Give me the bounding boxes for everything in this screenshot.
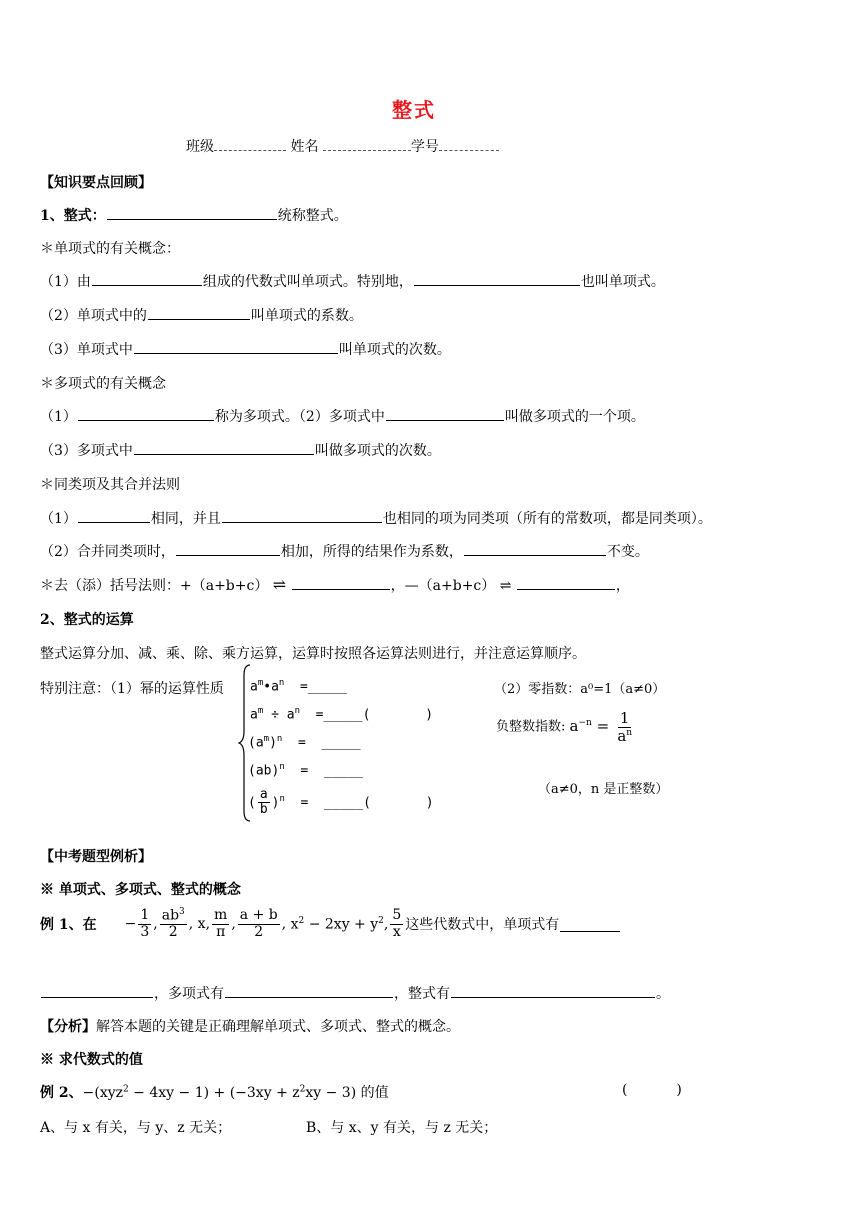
blank-poly-term[interactable] (386, 406, 504, 421)
special-note: 特别注意：（1）幂的运算性质 (40, 681, 224, 697)
mono2-p1: （2）单项式中的 (40, 308, 147, 324)
neg-exp-label: 负整数指数: (496, 719, 566, 735)
like-heading: ＊同类项及其合并法则 (40, 477, 180, 493)
like1-p3: 也相同的项为同类项（所有的常数项，都是同类项）。 (382, 511, 712, 527)
class-blank[interactable] (214, 136, 286, 151)
poly1-p1: （1） (40, 409, 77, 425)
ex1-label: 例 1、在 (40, 917, 97, 933)
blank-ex1-integral[interactable] (451, 983, 655, 998)
mono-heading: ＊单项式的有关概念： (40, 241, 180, 257)
item-1-prefix: 1、整式： (40, 208, 106, 224)
topic-concepts: ※ 单项式、多项式、整式的概念 (40, 882, 241, 898)
topic-evaluate: ※ 求代数式的值 (40, 1052, 143, 1068)
blank-like-1[interactable] (78, 508, 150, 523)
blank-ex1-mono-cont[interactable] (41, 983, 153, 998)
ops-description: 整式运算分加、减、乘、除、乘方运算，运算时按照各运算法则进行，并注意运算顺序。 (40, 646, 586, 662)
analysis-label: 【分析】 (40, 1019, 96, 1035)
blank-ex1-monomials[interactable] (560, 917, 620, 932)
mono1-p1: （1）由 (40, 274, 91, 290)
ex1-end: 。 (656, 986, 670, 1002)
section-heading-review: 【知识要点回顾】 (40, 175, 152, 191)
poly3-p1: （3）多项式中 (40, 443, 133, 459)
example-1-answers (40, 983, 670, 1003)
power-rule-2: $a^m \div a^n$ =_____( ) (250, 706, 434, 723)
name-blank[interactable] (323, 136, 411, 151)
item-1-suffix: 统称整式。 (277, 208, 348, 224)
blank-polynomial-def[interactable] (107, 205, 277, 220)
blank-merge-1[interactable] (176, 541, 280, 556)
mono2-p2: 叫单项式的系数。 (250, 308, 363, 324)
id-blank[interactable] (439, 136, 499, 151)
ex2-tail: 的值 (360, 1085, 389, 1101)
id-label: 学号 (410, 139, 439, 155)
equilibrium-arrow-icon-2: ⇌ (499, 578, 512, 594)
power-rule-1: $a^m•a^n$ =_____ (250, 678, 347, 695)
like2-p2: 相加，所得的结果作为系数， (280, 544, 463, 560)
section-heading-exam: 【中考题型例析】 (40, 849, 152, 865)
poly3-p2: 叫做多项式的次数。 (314, 443, 441, 459)
mono-line-2 (40, 305, 363, 325)
example-2: 例 2、$-(xyz^2 - 4xy - 1) + (-3xy + z^2xy - 3)$ 的值 (40, 1084, 389, 1101)
negative-exponent: 负整数指数: $a^{-n}$ = $\frac{1}{a^n}$ (496, 709, 633, 745)
bracket-p3: ， (615, 578, 630, 594)
mono-line-3 (40, 339, 451, 359)
power-rule-5: ( $\frac{a}{b}$ )$^n$ = _____( ) (248, 787, 434, 818)
bracket-rule-line (40, 575, 630, 595)
choice-a[interactable]: A、与 x 有关，与 y、z 无关； (40, 1120, 232, 1136)
poly-line-1 (40, 406, 645, 426)
bracket-p2: ，—（a+b+c） (390, 578, 496, 594)
blank-bracket-1[interactable] (292, 575, 390, 590)
blank-mono-special[interactable] (414, 271, 580, 286)
equilibrium-arrow-icon: ⇌ (272, 575, 287, 594)
poly-heading: ＊多项式的有关概念 (40, 376, 166, 392)
blank-poly-degree[interactable] (134, 440, 314, 455)
like2-p3: 不变。 (606, 544, 649, 560)
blank-mono-coefficient[interactable] (148, 305, 250, 320)
item-1 (40, 205, 348, 225)
mono3-p2: 叫单项式的次数。 (338, 342, 451, 358)
ex1-whole: ，整式有 (394, 986, 450, 1002)
poly-line-3 (40, 440, 441, 460)
negative-exponent-condition: （a≠0，n 是正整数） (538, 782, 669, 797)
example-1: 例 1、在 − $\frac{1}{3}$ , $\frac{ab^3}{2}$ , x, $\frac{m}{\pi}$ , $\frac{a + b}{2}$ , $x^2 - 2xy + y^2$, $\frac{5}{x}$ 这些代数式中，单项式有 (40, 904, 621, 944)
like1-p1: （1） (40, 511, 77, 527)
mono1-p2: 组成的代数式叫单项式。特别地， (202, 274, 413, 290)
item-2-heading: 2、整式的运算 (40, 612, 134, 628)
analysis-text: 解答本题的关键是正确理解单项式、多项式、整式的概念。 (96, 1019, 460, 1035)
power-rule-3: $(a^m)^n$ = _____ (248, 734, 361, 751)
blank-poly-def[interactable] (78, 406, 214, 421)
blank-bracket-2[interactable] (517, 575, 615, 590)
mono3-p1: （3）单项式中 (40, 342, 133, 358)
page-title: 整式 (392, 98, 436, 122)
mono1-p3: 也叫单项式。 (580, 274, 665, 290)
header-line (186, 136, 499, 156)
blank-ex1-polynomials[interactable] (225, 983, 393, 998)
ex2-label: 例 2、 (40, 1085, 83, 1101)
blank-like-2[interactable] (222, 508, 382, 523)
ex1-tail: 这些代数式中，单项式有 (405, 917, 560, 933)
zero-exponent: （2）零指数：a⁰=1（a≠0） (494, 682, 666, 697)
power-rule-4: (ab)$^n$ = _____ (248, 762, 364, 779)
ex2-answer-paren[interactable]: ( ) (622, 1082, 682, 1098)
poly1-p2: 称为多项式。（2）多项式中 (214, 409, 385, 425)
class-label: 班级 (186, 139, 214, 155)
like-line-1 (40, 508, 712, 528)
like1-p2: 相同，并且 (150, 511, 221, 527)
analysis (40, 1016, 460, 1036)
poly1-p3: 叫做多项式的一个项。 (504, 409, 645, 425)
bracket-p1: ＊去（添）括号法则：+（a+b+c） (40, 578, 269, 594)
blank-mono-composition[interactable] (92, 271, 202, 286)
blank-merge-2[interactable] (464, 541, 606, 556)
name-label: 姓名 (290, 139, 319, 155)
like-line-2 (40, 541, 649, 561)
ex1-multi: ，多项式有 (154, 986, 224, 1002)
choice-b[interactable]: B、与 x、y 有关，与 z 无关； (306, 1120, 498, 1136)
mono-line-1 (40, 271, 665, 291)
blank-mono-degree[interactable] (134, 339, 338, 354)
like2-p1: （2）合并同类项时， (40, 544, 175, 560)
